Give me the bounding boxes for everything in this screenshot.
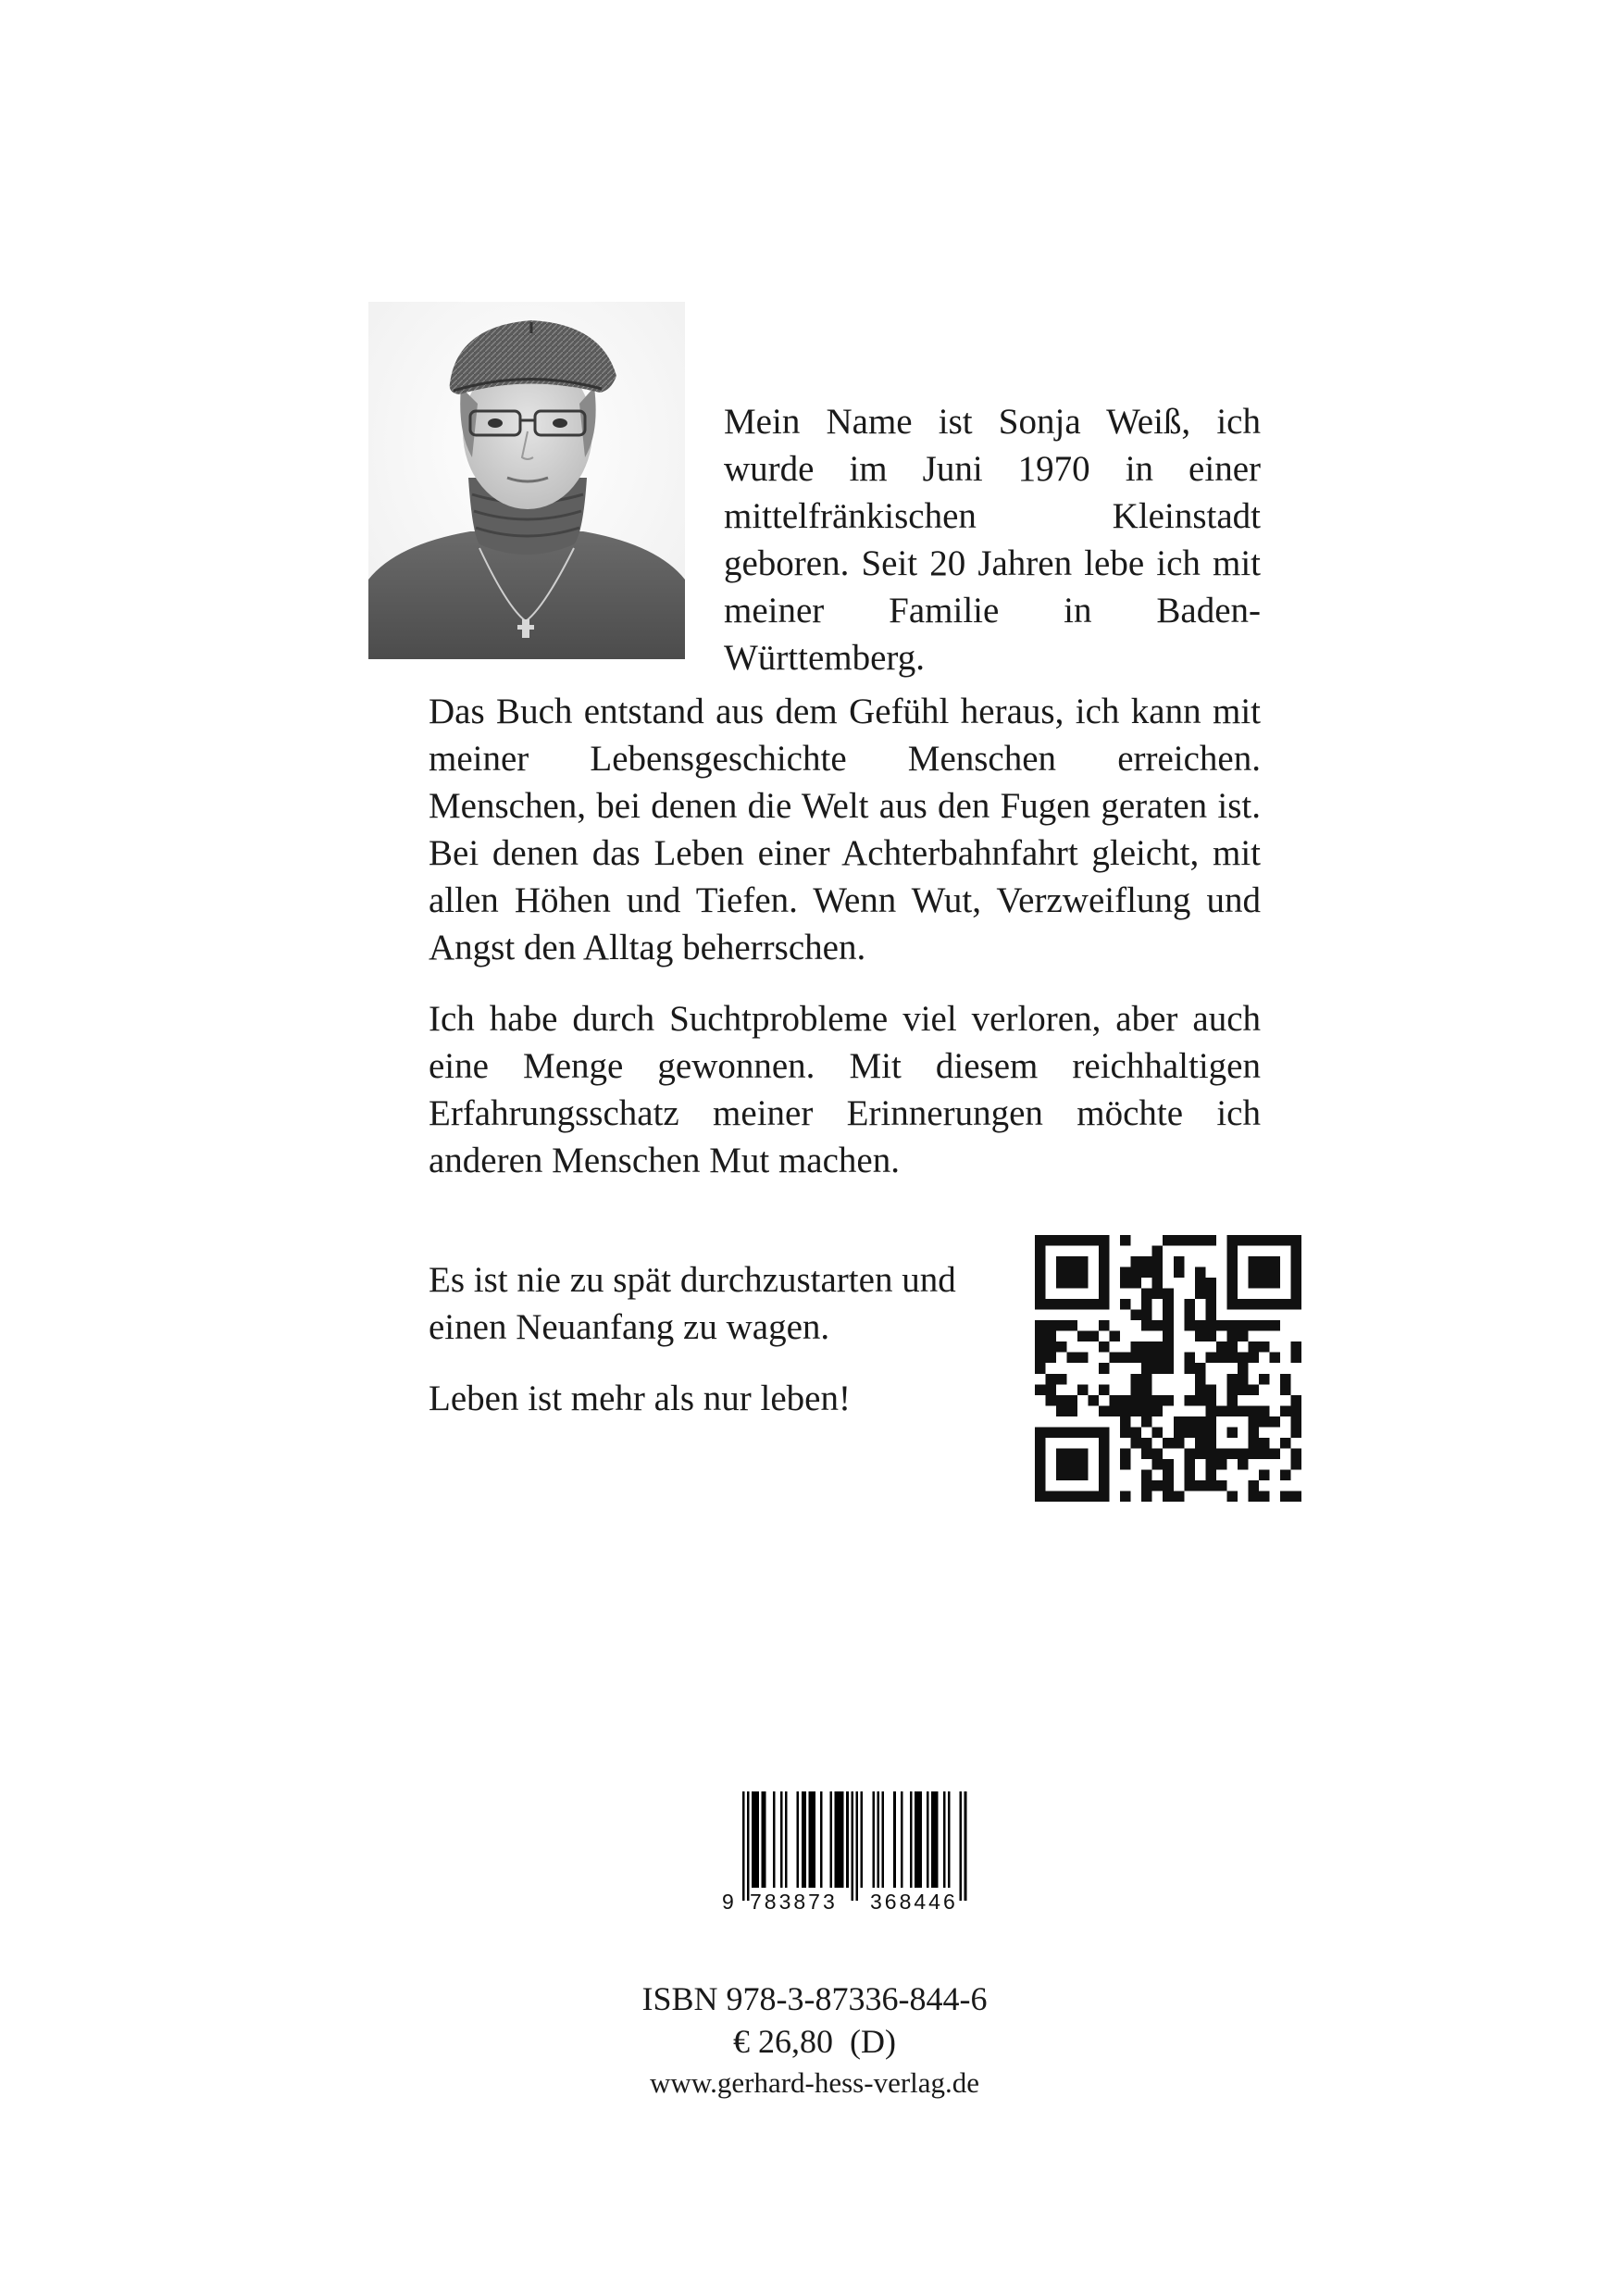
- publisher-url: www.gerhard-hess-verlag.de: [649, 2066, 980, 2099]
- barcode-left-group: 783873: [750, 1890, 838, 1914]
- barcode-bar: [829, 1791, 832, 1888]
- barcode-bars: [722, 1791, 987, 1903]
- barcode-bar: [780, 1791, 783, 1888]
- barcode-bar: [840, 1791, 842, 1888]
- barcode-bar: [747, 1791, 750, 1901]
- barcode-bar: [811, 1791, 814, 1888]
- author-portrait: [368, 302, 685, 659]
- barcode-bar: [855, 1791, 858, 1901]
- barcode-bar: [948, 1791, 951, 1888]
- barcode-bar: [960, 1791, 963, 1901]
- barcode-bar: [917, 1791, 920, 1888]
- barcode-bar: [861, 1791, 864, 1888]
- price: € 26,80 (D): [733, 2023, 896, 2060]
- barcode-bar: [846, 1791, 849, 1888]
- barcode-bar: [943, 1791, 946, 1888]
- barcode-bar: [936, 1791, 939, 1888]
- barcode-bar: [820, 1791, 823, 1888]
- barcode-bar: [901, 1791, 903, 1888]
- barcode-bar: [915, 1791, 917, 1888]
- barcode-bar: [764, 1791, 766, 1888]
- barcode-bar: [927, 1791, 929, 1888]
- closing-line-2: Leben ist mehr als nur leben!: [429, 1379, 851, 1418]
- barcode-bar: [797, 1791, 800, 1888]
- barcode-bar: [931, 1791, 934, 1888]
- closing-lines: [429, 1256, 984, 1422]
- barcode-bar: [881, 1791, 884, 1888]
- barcode-bar: [808, 1791, 811, 1888]
- barcode-bar: [934, 1791, 937, 1888]
- barcode-bar: [752, 1791, 754, 1888]
- description-paragraph-1: Das Buch entstand aus dem Gefühl heraus, ich kann mit meiner Lebensgeschichte Menschen erreichen. Menschen, bei denen die Welt aus den Fugen geraten ist. Bei denen das Leben einer Achterbahnfahrt gleicht, mit allen Höhen und Tiefen. Wenn Wut, Verzweiflung und Angst den Alltag beherrschen.: [429, 692, 1261, 967]
- isbn-barcode: [722, 1791, 987, 1930]
- isbn-number: ISBN 978-3-87336-844-6: [641, 1980, 988, 2017]
- barcode-bar: [919, 1791, 922, 1888]
- barcode-bar: [872, 1791, 875, 1888]
- barcode-bar: [837, 1791, 840, 1888]
- barcode-first-digit: 9: [722, 1890, 734, 1914]
- author-bio: [724, 398, 1261, 681]
- barcode-bar: [761, 1791, 764, 1888]
- barcode-bar: [910, 1791, 913, 1888]
- barcode-bar: [754, 1791, 757, 1888]
- barcode-bar: [756, 1791, 759, 1888]
- barcode-bar: [802, 1791, 804, 1888]
- publication-info: [555, 1978, 1074, 2103]
- barcode-bar: [893, 1791, 896, 1888]
- barcode-bar: [965, 1791, 967, 1901]
- barcode-bar: [877, 1791, 879, 1888]
- barcode-bar: [773, 1791, 776, 1888]
- barcode-bar: [742, 1791, 745, 1901]
- barcode-bar: [814, 1791, 816, 1888]
- barcode-bar: [803, 1791, 806, 1888]
- closing-line-1: Es ist nie zu spät durchzustarten und einen Neuanfang zu wagen.: [429, 1260, 956, 1347]
- barcode-bar: [841, 1791, 844, 1888]
- book-description: [429, 688, 1261, 1184]
- barcode-bar: [834, 1791, 837, 1888]
- description-paragraph-2: Ich habe durch Suchtprobleme viel verloren, aber auch eine Menge gewonnen. Mit diesem reichhaltigen Erfahrungsschatz meiner Erinnerungen möchte ich anderen Menschen Mut machen.: [429, 999, 1261, 1180]
- bio-paragraph: Mein Name ist Sonja Weiß, ich wurde im Juni 1970 in einer mittelfränkischen Kleinstadt geboren. Seit 20 Jahren lebe ich mit meiner Familie in Baden-Württemberg.: [724, 402, 1261, 678]
- barcode-bar: [851, 1791, 853, 1901]
- qr-code: [1035, 1235, 1301, 1502]
- barcode-bar: [785, 1791, 788, 1888]
- barcode-right-group: 368446: [870, 1890, 958, 1914]
